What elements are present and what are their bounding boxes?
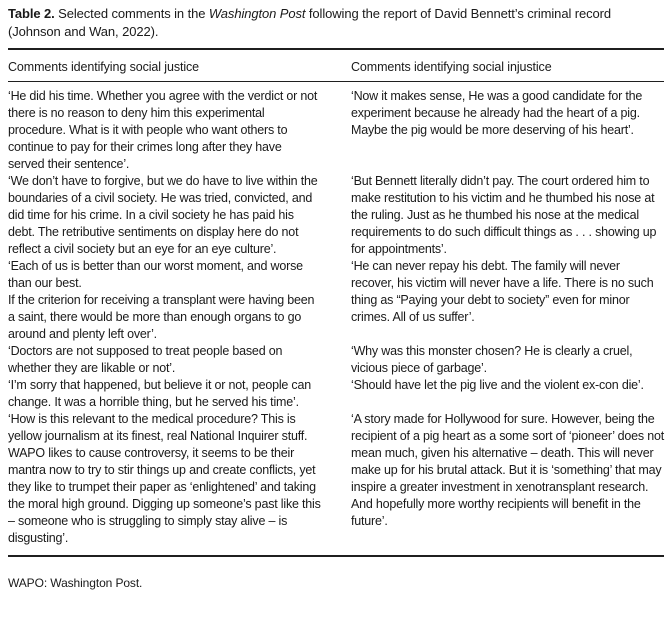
comment-text: ‘But Bennett literally didn’t pay. The court ordered him to make restitution to his victim and he thumbed his nose at the ruling. Just as he thumbed his nose at the medical requirements to do such difficult things as . . . showing up for appointments’. <box>351 174 657 256</box>
comment-text: ‘He did his time. Whether you agree with the verdict or not there is no reason to deny him this experimental procedure. What is it with people who want others to continue to pay for their crimes long after they have served their sentence’. <box>8 89 318 171</box>
table-caption-label: Table 2. <box>8 6 55 21</box>
table-cell-right <box>351 411 664 530</box>
table-caption <box>8 5 664 41</box>
table-header-row <box>8 50 664 81</box>
table-cell-left <box>8 258 321 343</box>
comment-text: ‘Doctors are not supposed to treat people based on whether they are likable or not’. <box>8 344 283 375</box>
comment-text: ‘How is this relevant to the medical procedure? This is yellow journalism at its finest, real National Inquirer stuff. WAPO likes to cause controversy, it seems to be their mantra now to try to stir things up and create conflicts, yet they like to trumpet their paper as ‘enlightened’ and taking the moral high ground. Digging up someone’s past like this – someone who is struggling to simply stay alive – is disgusting’. <box>8 412 321 545</box>
table-footnote: WAPO: Washington Post. <box>8 576 143 590</box>
table-cell-right <box>351 88 664 139</box>
comment-text: ‘Now it makes sense, He was a good candidate for the experiment because he already had the heart of a pig. <box>351 89 643 120</box>
comment-text: ‘He can never repay his debt. The family will never recover, his victim will never have a life. There is no such thing as “Paying your debt to society” even for minor crimes. All of us suffer’. <box>351 259 654 324</box>
comment-text: Maybe the pig would be more deserving of his heart’. <box>351 123 634 137</box>
comment-text: ‘Should have let the pig live and the violent ex-con die’. <box>351 378 644 392</box>
comment-text: ‘Each of us is better than our worst moment, and worse than our best. <box>8 259 303 290</box>
comment-text: ‘A story made for Hollywood for sure. However, being the recipient of a pig heart as a some sort of ‘pioneer’ does not mean much, given his alternative – death. This will never make up for his brutal attack. But it is ‘something’ that may inspire a greater investment in xenotransplant research. And hopefully more worthy recipients will benefit in the future’. <box>351 412 664 528</box>
table-cell-left <box>8 343 321 377</box>
table-row <box>8 173 664 258</box>
column-header-social-justice: Comments identifying social justice <box>8 60 200 74</box>
table-caption-text-2: following the report of David Bennett’s criminal record (Johnson and Wan, 2022). <box>8 6 611 39</box>
comment-text: ‘We don’t have to forgive, but we do have to live within the boundaries of a civil society. He was tried, convicted, and did time for his crime. In a civil society he has paid his debt. The retributive sentiments on display here do not reflect a civil society but an eye for an eye culture’. <box>8 174 318 256</box>
table-row <box>8 377 664 411</box>
table-cell-left <box>8 411 321 547</box>
table-cell-right <box>351 173 664 258</box>
table-cell-left <box>8 88 321 173</box>
table-caption-text-1: Selected comments in the <box>54 6 209 21</box>
table-cell-right <box>351 343 664 377</box>
comment-text: If the criterion for receiving a transplant were having been a saint, there would be more than enough organs to go around and plenty left over’. <box>8 293 315 341</box>
table-row <box>8 343 664 377</box>
bottom-rule <box>8 555 664 557</box>
table-row <box>8 258 664 343</box>
table-cell-right <box>351 377 664 394</box>
table-row <box>8 411 664 547</box>
table-cell-left <box>8 377 321 411</box>
comment-text: ‘Why was this monster chosen? He is clearly a cruel, vicious piece of garbage’. <box>351 344 633 375</box>
table-cell-left <box>8 173 321 258</box>
table-caption-source: Washington Post <box>208 6 306 21</box>
table-cell-right <box>351 258 664 326</box>
table-body <box>8 82 664 555</box>
comment-text: ‘I’m sorry that happened, but believe it or not, people can change. It was a horrible thing, but he served his time’. <box>8 378 311 409</box>
column-header-social-injustice: Comments identifying social injustice <box>351 60 552 74</box>
table-row <box>8 88 664 173</box>
